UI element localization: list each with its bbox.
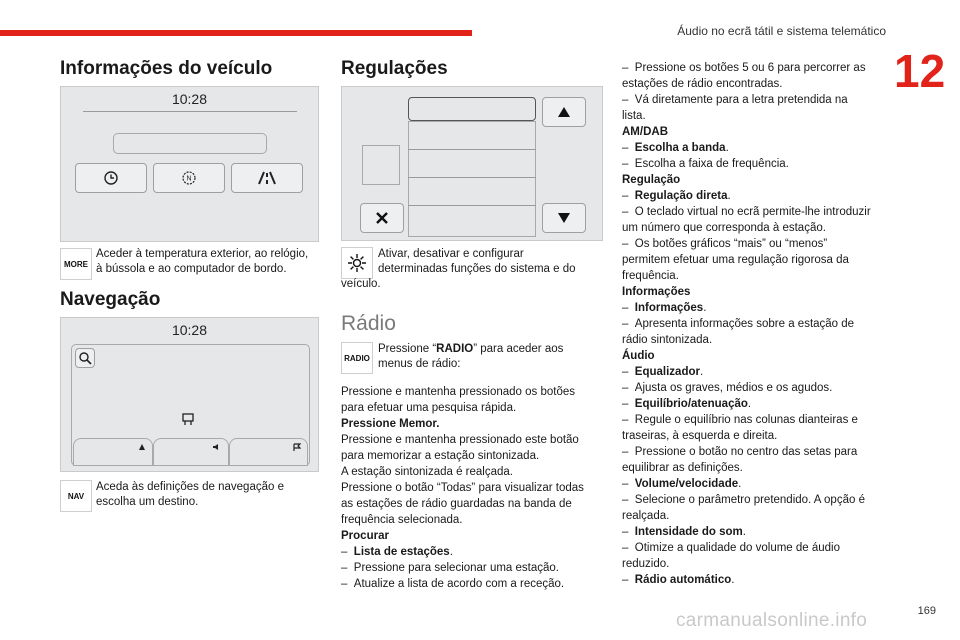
text-line (622, 300, 890, 316)
chapter-number: 12 (894, 45, 946, 97)
dash-bullet: – (622, 398, 635, 410)
text-line (341, 528, 603, 544)
text-line (622, 236, 890, 252)
text-line (622, 252, 890, 268)
radio-instructions-continued (622, 60, 890, 588)
body-text: traseiras, à esquerda e direita. (622, 430, 778, 442)
text-line (341, 512, 603, 528)
scroll-up-button (542, 97, 586, 127)
settings-description: Ativar, desativar e configurar determinadas funções do sistema e do veículo. (341, 248, 576, 290)
dash-bullet: – (622, 494, 635, 506)
body-text: realçada. (622, 510, 670, 522)
text-line (341, 432, 603, 448)
dash-bullet: – (622, 94, 635, 106)
body-text: reduzido. (622, 558, 670, 570)
body-text: O teclado virtual no ecrã permite-lhe introduzir (634, 206, 871, 218)
bold-text: Rádio automático (634, 574, 732, 586)
text-line (622, 332, 890, 348)
bold-text: Equalizador (634, 366, 700, 378)
text-line (622, 124, 890, 140)
triangle-down-icon (557, 212, 571, 224)
dash-bullet: – (622, 574, 635, 586)
text-line (622, 204, 890, 220)
list-divider-2 (408, 177, 536, 178)
body-text: Selecione o parâmetro pretendido. A opção é (634, 494, 865, 506)
text-line (341, 416, 603, 432)
station-logo-box (362, 145, 400, 185)
punctuation: . (731, 574, 735, 586)
body-text: equilibrar as definições. (622, 462, 743, 474)
more-description: Aceder à temperatura exterior, ao relógio, à bússola e ao computador de bordo. (96, 248, 309, 275)
screen-clock: 10:28 (171, 91, 208, 107)
speaker-icon (212, 443, 222, 451)
text-line (622, 172, 890, 188)
radio-instructions (341, 384, 603, 592)
dash-bullet: – (622, 190, 635, 202)
bold-text: Escolha a banda (634, 142, 726, 154)
dash-bullet: – (622, 542, 635, 554)
body-text: Escolha a faixa de frequência. (634, 158, 789, 170)
bold-text: Lista de estações (353, 546, 450, 558)
station-list (408, 121, 536, 237)
text-line (622, 92, 890, 108)
search-icon (78, 351, 92, 365)
dash-bullet: – (622, 526, 635, 538)
svg-text:N: N (186, 175, 192, 183)
text-line (622, 412, 890, 428)
close-button (360, 203, 404, 233)
body-text: Pressione o botão “Todas” para visualizar todas (341, 482, 584, 494)
nav-destination-icon (181, 412, 195, 426)
body-text: frequência selecionada. (341, 514, 463, 526)
radio-title: Rádio (341, 312, 396, 335)
nav-description: Aceda às definições de navegação e escolha um destino. (96, 481, 284, 508)
text-line (341, 448, 603, 464)
body-text: Pressione e mantenha pressionado os botões (341, 386, 575, 398)
body-text: Pressione para selecionar uma estação. (353, 562, 559, 574)
punctuation: . (738, 478, 742, 490)
dash-bullet: – (622, 238, 635, 250)
screen-clock: 10:28 (171, 322, 208, 338)
body-text: rádio sintonizada. (622, 334, 713, 346)
nav-icon: NAV (60, 480, 92, 512)
dash-bullet: – (622, 382, 635, 394)
text-line (341, 560, 603, 576)
header-title: Áudio no ecrã tátil e sistema telemático (677, 24, 886, 38)
navigation-screen (60, 317, 319, 472)
bold-text: Áudio (622, 350, 655, 362)
text-line (622, 140, 890, 156)
text-line (341, 576, 603, 592)
header-red-bar (0, 30, 472, 36)
nav-bottom-tab-2 (153, 438, 229, 466)
body-text: as estações de rádio guardadas na banda de (341, 498, 572, 510)
compass-button (153, 163, 225, 193)
bold-text: Procurar (341, 530, 389, 542)
more-icon: MORE (60, 248, 92, 280)
text-line (622, 524, 890, 540)
punctuation: . (449, 546, 453, 558)
list-divider-1 (408, 149, 536, 150)
text-line (622, 284, 890, 300)
punctuation: . (727, 190, 731, 202)
text-line (622, 108, 890, 124)
body-text: frequência. (622, 270, 679, 282)
bold-text: Regulação direta (634, 190, 728, 202)
text-line (622, 364, 890, 380)
dash-bullet: – (341, 562, 354, 574)
text-line (622, 540, 890, 556)
vehicle-info-screen (60, 86, 319, 242)
body-text: Pressione os botões 5 ou 6 para percorrer as (634, 62, 866, 74)
body-text: um número que corresponda à estação. (622, 222, 826, 234)
dash-bullet: – (341, 578, 354, 590)
dash-bullet: – (622, 158, 635, 170)
watermark: carmanualsonline.info (676, 610, 868, 631)
road-icon (256, 171, 278, 185)
punctuation: . (699, 366, 704, 378)
body-text: Regule o equilíbrio nas colunas dianteiras e (634, 414, 858, 426)
trip-computer-button (231, 163, 303, 193)
text-line (622, 460, 890, 476)
dash-bullet: – (622, 318, 635, 330)
body-text: Ajusta os graves, médios e os agudos. (634, 382, 833, 394)
triangle-up-icon (557, 106, 571, 118)
text-line (622, 572, 890, 588)
bold-text: Volume/velocidade (634, 478, 739, 490)
text-line (341, 400, 603, 416)
bold-text: Pressione Memor. (341, 418, 440, 430)
dash-bullet: – (622, 302, 635, 314)
search-map-button (75, 348, 95, 368)
text-line (622, 60, 890, 76)
compass-icon (181, 170, 197, 186)
text-line (622, 428, 890, 444)
clock-icon (103, 170, 119, 186)
body-text: Otimize a qualidade do volume de áudio (634, 542, 841, 554)
dash-bullet: – (622, 446, 635, 458)
navigation-title: Navegação (60, 289, 161, 310)
text-line (622, 396, 890, 412)
dash-bullet: – (341, 546, 354, 558)
radio-icon: RADIO (341, 342, 373, 374)
text-line (341, 464, 603, 480)
vehicle-info-title: Informações do veículo (60, 58, 273, 79)
settings-title: Regulações (341, 58, 448, 79)
bold-text: Regulação (622, 174, 681, 186)
bold-text: Intensidade do som (634, 526, 743, 538)
clock-button (75, 163, 147, 193)
punctuation: . (747, 398, 752, 410)
screen-divider (83, 111, 297, 112)
body-text: Pressione o botão no centro das setas para (634, 446, 858, 458)
station-list-header (408, 97, 536, 121)
body-text: estações de rádio encontradas. (622, 78, 783, 90)
body-text: Atualize a lista de acordo com a receção. (353, 578, 565, 590)
nav-bottom-tab-3 (229, 438, 308, 466)
dash-bullet: – (622, 414, 635, 426)
text-line (622, 316, 890, 332)
list-divider-3 (408, 205, 536, 206)
text-line (622, 556, 890, 572)
text-line (622, 444, 890, 460)
body-text: permitem efetuar uma regulação rigorosa da (622, 254, 849, 266)
nav-bottom-tab-1 (73, 438, 153, 466)
dash-bullet: – (622, 206, 635, 218)
text-line (341, 496, 603, 512)
dash-bullet: – (622, 142, 635, 154)
text-line (341, 480, 603, 496)
text-line (622, 156, 890, 172)
dash-bullet: – (622, 366, 635, 378)
body-text: para memorizar a estação sintonizada. (341, 450, 540, 462)
text-line (341, 544, 603, 560)
text-line (622, 348, 890, 364)
bold-text: AM/DAB (622, 126, 668, 138)
text-line (622, 492, 890, 508)
text-line (622, 508, 890, 524)
radio-list-screen (341, 86, 603, 241)
dash-bullet: – (622, 62, 635, 74)
scroll-down-button (542, 203, 586, 233)
radio-description: Pressione “RADIO” para aceder aos menus de rádio: (378, 343, 564, 370)
body-text: Apresenta informações sobre a estação de (634, 318, 855, 330)
body-text: Os botões gráficos “mais” ou “menos” (634, 238, 828, 250)
text-line (622, 188, 890, 204)
page-number: 169 (917, 605, 936, 617)
dash-bullet: – (622, 478, 635, 490)
close-icon (375, 211, 389, 225)
screen-info-field (113, 133, 267, 154)
text-line (622, 380, 890, 396)
text-line (622, 476, 890, 492)
arrow-up-icon (138, 443, 146, 451)
punctuation: . (742, 526, 746, 538)
punctuation: . (725, 142, 729, 154)
text-line (622, 220, 890, 236)
bold-text: Equilíbrio/atenuação (634, 398, 748, 410)
text-line (341, 384, 603, 400)
body-text: Vá diretamente para a letra pretendida na (634, 94, 848, 106)
body-text: para efetuar uma pesquisa rápida. (341, 402, 517, 414)
punctuation: . (703, 302, 707, 314)
flag-icon (293, 443, 301, 451)
body-text: lista. (622, 110, 646, 122)
text-line (622, 268, 890, 284)
text-line (622, 76, 890, 92)
bold-text: Informações (622, 286, 691, 298)
body-text: Pressione e mantenha pressionado este botão (341, 434, 579, 446)
bold-text: Informações (634, 302, 704, 314)
body-text: A estação sintonizada é realçada. (341, 466, 513, 478)
